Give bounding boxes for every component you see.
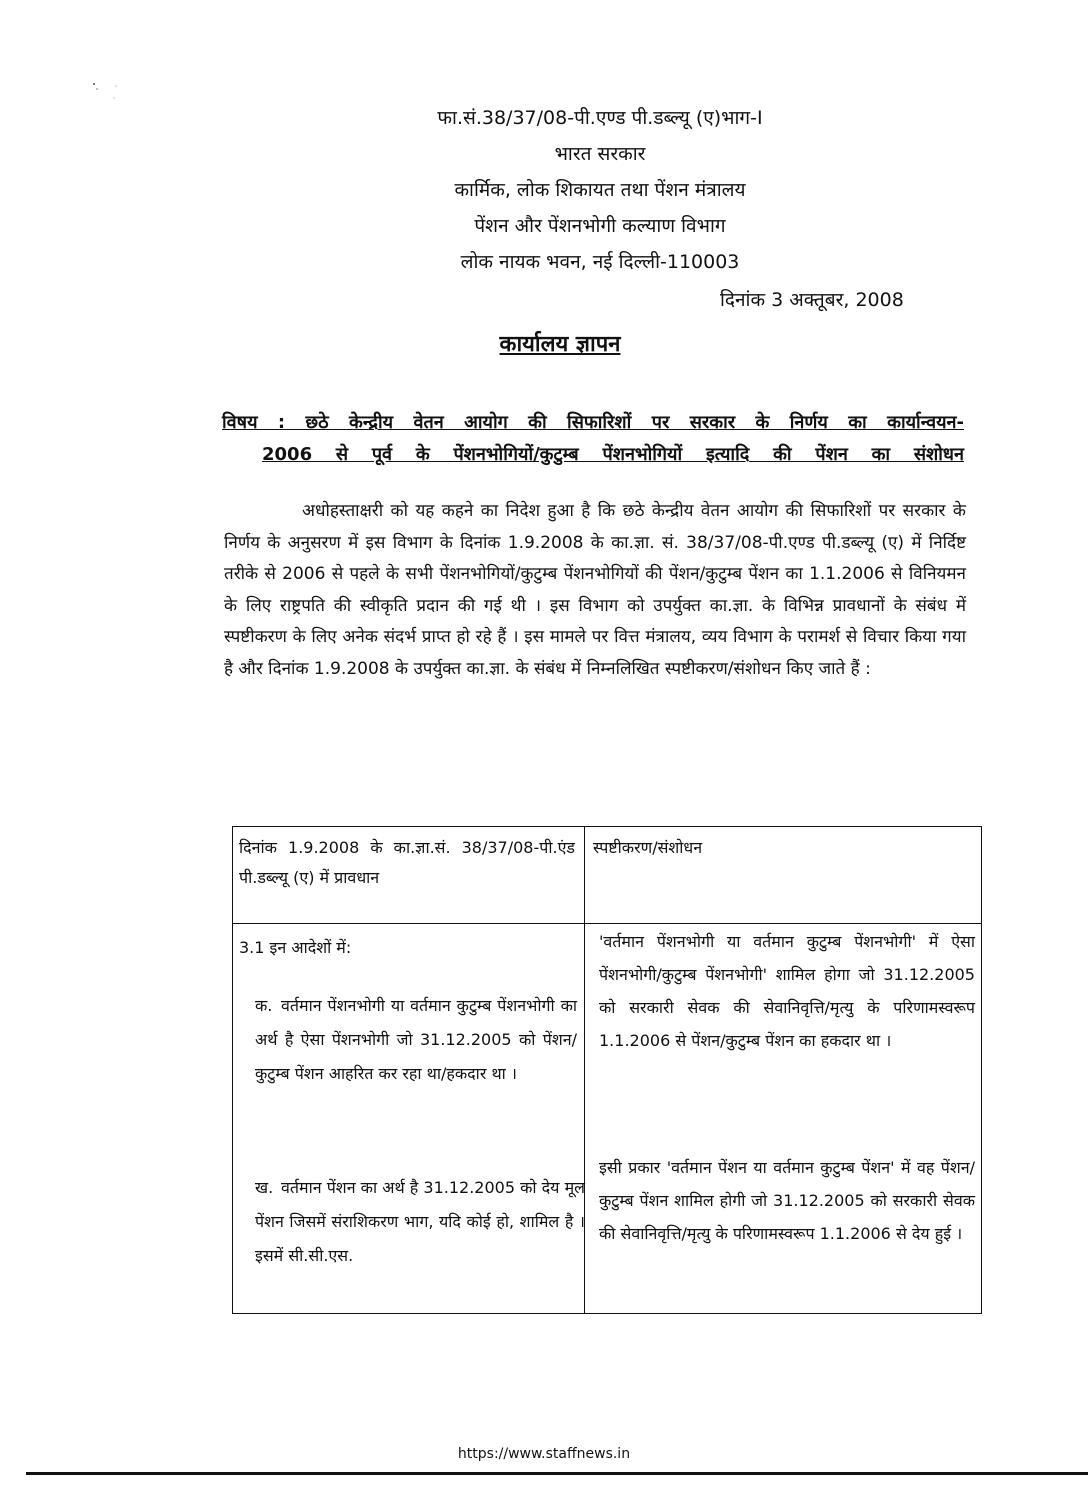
table-header-clarification: स्पष्टीकरण/संशोधन (593, 838, 703, 857)
memo-title: कार्यालय ज्ञापन (499, 332, 621, 357)
file-number: फा.सं.38/37/08-पी.एण्ड पी.डब्ल्यू (ए)भाग-I (437, 107, 763, 129)
letterhead (370, 100, 830, 280)
memo-date: दिनांक 3 अक्तूबर, 2008 (720, 289, 904, 311)
bottom-rule (26, 1472, 1088, 1475)
item-ka-marker: क. (255, 996, 273, 1015)
item-kha-marker: ख. (255, 1178, 274, 1197)
table-header-divider (233, 923, 981, 924)
clarification-paragraph-1: 'वर्तमान पेंशनभोगी या वर्तमान कुटुम्ब पेंशनभोगी' में ऐसा पेंशनभोगी/कुटुम्ब पेंशनभोगी' शामिल होगा जो 31.12.2005 को सरकारी सेवक की सेवानिवृत्ति/मृत्यु के परिणामस्वरूप 1.1.2006 से पेंशन/कुटुम्ब पेंशन का हकदार था । (599, 932, 975, 1050)
provision-item-ka (255, 989, 577, 1091)
provisions-table (232, 826, 982, 1314)
provision-item-kha (255, 1171, 585, 1273)
item-kha-text: वर्तमान पेंशन का अर्थ है 31.12.2005 को देय मूल पेंशन जिसमें संराशिकरण भाग, यदि कोई हो, शामिल है । इसमें सी.सी.एस. (255, 1178, 585, 1265)
subject-line-2: 2006 से पूर्व के पेंशनभोगियों/कुटुम्ब पेंशनभोगियों इत्यादि की पेंशन का संशोधन (262, 444, 964, 465)
department-name: पेंशन और पेंशनभोगी कल्याण विभाग (474, 215, 726, 237)
scan-speck (92, 80, 120, 102)
body-paragraph: अधोहस्ताक्षरी को यह कहने का निदेश हुआ है कि छठे केन्द्रीय वेतन आयोग की सिफारिशों पर सरकार के निर्णय के अनुसरण में इस विभाग के दिनांक 1.9.2008 के का.ज्ञा. सं. 38/37/08-पी.एण्ड पी.डब्ल्यू (ए) में निर्दिष्ट तरीके से 2006 से पहले के सभी पेंशनभोगियों/कुटुम्ब पेंशनभोगियों की पेंशन/कुटुम्ब पेंशन का 1.1.2006 से विनियमन के लिए राष्ट्रपति की स्वीकृति प्रदान की गई थी । इस विभाग को उपर्युक्त का.ज्ञा. के विभिन्न प्रावधानों के संबंध में स्पष्टीकरण के लिए अनेक संदर्भ प्राप्त हो रहे हैं । इस मामले पर वित्त मंत्रालय, व्यय विभाग के परामर्श से विचार किया गया है और दिनांक 1.9.2008 के उपर्युक्त का.ज्ञा. के संबंध में निम्नलिखित स्पष्टीकरण/संशोधन किए जाते हैं : (224, 501, 966, 679)
clarification-paragraph-2: इसी प्रकार 'वर्तमान पेंशन या वर्तमान कुटुम्ब पेंशन' में वह पेंशन/कुटुम्ब पेंशन शामिल होगी जो 31.12.2005 को सरकारी सेवक की सेवानिवृत्ति/मृत्यु के परिणामस्वरूप 1.1.2006 से देय हुई । (599, 1158, 975, 1243)
ministry-name: कार्मिक, लोक शिकायत तथा पेंशन मंत्रालय (454, 179, 746, 201)
clause-3-1: 3.1 इन आदेशों में: (239, 938, 352, 957)
subject-block (222, 407, 964, 471)
table-header-provision: दिनांक 1.9.2008 के का.ज्ञा.सं. 38/37/08-पी.एंड पी.डब्ल्यू (ए) में प्रावधान (239, 838, 575, 887)
footer-url: https://www.staffnews.in (457, 1446, 631, 1462)
subject-line-1: विषय : छठे केन्द्रीय वेतन आयोग की सिफारिशों पर सरकार के निर्णय का कार्यान्वयन- (222, 412, 964, 433)
government-name: भारत सरकार (554, 143, 646, 165)
office-address: लोक नायक भवन, नई दिल्ली-110003 (460, 251, 740, 273)
item-ka-text: वर्तमान पेंशनभोगी या वर्तमान कुटुम्ब पेंशनभोगी का अर्थ है ऐसा पेंशनभोगी जो 31.12.2005 को पेंशन/कुटुम्ब पेंशन आहरित कर रहा था/हकदार था । (255, 996, 577, 1083)
